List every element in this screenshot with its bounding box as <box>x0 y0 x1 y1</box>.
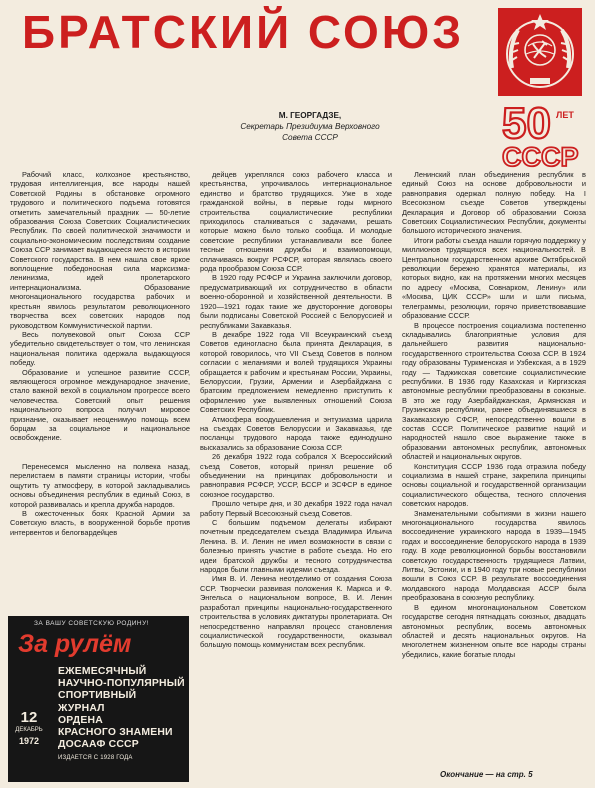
paragraph: В 1920 году РСФСР и Украина заключили договор, предусматривающий их сотрудничество в области военно-оборонной и хозяйственной деятельности. В 1920—1921 годах такие же двусторонние договоры были подписаны Советской Россией с Белоруссией и республиками Закавказья. <box>200 273 392 330</box>
description-line: ОРДЕНА <box>58 714 103 726</box>
paragraph: Ленинский план объединения республик в единый Союз на основе добровольности и равноправия одержал полную победу. На I Всесоюзном съезде Советов утверждены Декларация и Договор об образовании Союза Советских Социалистических Республик, документы большого исторического значения. <box>402 170 586 236</box>
paragraph: 26 декабря 1922 года собрался X Всероссийский съезд Советов, который принял решение об объединении на принципах добровольности и равноправия РСФСР, УССР, БССР и ЗСФСР в единое союзное государство. <box>200 452 392 499</box>
paragraph: Итоги работы съезда нашли горячую поддержку у миллионов трудящихся всех национальностей. В Центральном государственном архиве Октябрьской революции бережно хранятся материалы, из которых видно, как на протяжении многих месяцев по адресу «Москва, Совнарком, Ленину» или «Москва, ЦИК СССР» шли и шли письма, телеграммы, резолюции, горячо приветствовавшие образование СССР. <box>402 235 586 321</box>
paragraph: Имя В. И. Ленина неотделимо от создания Союза ССР. Творчески развивая положения К. Маркса и Ф. Энгельса о национальном вопросе, В. И. Ленин разработал принципы национально-государственного строительства в условиях диктатуры пролетариата. Он непосредственно направлял процесс становления социалистической государственности, оказывал большую помощь коммунистам всех республик. <box>200 574 392 650</box>
paragraph: дейцев укреплялся союз рабочего класса и крестьянства, упрочивалось интернациональное единство и братство трудящихся. Уже в ходе гражданской войны, в первые годы мирного строительства социалистические республики приходилось сталкиваться с задачами, решать которые можно было только сообща. И молодые советские республики устанавливали все более тесные отношения дружбы и взаимопомощи, сплачиваясь вокруг РСФСР, которая являлась своего рода прообразом Союза ССР. <box>200 170 392 274</box>
paragraph: Знаменательными событиями в жизни нашего многонационального государства явилось воссоединение украинского народа в 1939—1945 годах и воссоединение белорусского народа в 1939 году. В ходе революционной борьбы восстановили советскую государственность трудящиеся Латвии, Литвы, Эстонии, и в 1940 году три новые республики вошли в Союз ССР. В результате воссоединения молдавского народа Молдавская АССР была преобразована в союзную республику. <box>402 508 586 603</box>
soviet-emblem-icon <box>498 8 582 96</box>
paragraph: В ожесточенных боях Красной Армии за Советскую власть, в вооруженной борьбе против интервентов и белогвардейцев <box>10 509 190 537</box>
paragraph: В декабре 1922 года VII Всеукраинский съезд Советов единогласно была принята Декларация, в которой говорилось, что VII Съезд Советов в полном согласии с желаниями и волей трудящихся Украины обращается к рабочим и крестьянам России, Украины, Белоруссии, Грузии, Армении и Азербайджана с братским предложением немедленно приступить к оформлению уже выявленных отношений Союза Советских Республик. <box>200 329 392 415</box>
paragraph: В едином многонациональном Советском государстве сегодня пятнадцать союзных, двадцать автономных республик, восемь автономных областей и десять национальных округов. На многолетнем жизненном опыте все народы страны убедились, какие богатые плоды <box>402 602 586 659</box>
paragraph: Атмосфера воодушевления и энтузиазма царила на съездах Советов Белоруссии и Закавказья, где посланцы трудового народа также единодушно высказались за образование Союза ССР. <box>200 414 392 452</box>
article-column-1-lower <box>10 462 190 614</box>
magazine-description <box>58 666 186 763</box>
jubilee-country: СССР <box>502 142 579 170</box>
description-line: КРАСНОГО ЗНАМЕНИ <box>58 727 173 739</box>
paragraph: Образование и успешное развитие СССР, являющегося огромное международное значение, стало важной вехой в социальном прогрессе всего человечества. Советский опыт решения национального вопроса получил мировое признание, оказывает неоценимую помощь всем борцам за социальное и национальное освобождение. <box>10 367 190 443</box>
jubilee-logo <box>498 98 582 170</box>
continuation-note: Окончание — на стр. 5 <box>440 770 533 779</box>
paragraph: Весь полувековой опыт Союза ССР убедительно свидетельствует о том, что ленинская национальная политика одержала выдающуюся победу. <box>10 329 190 368</box>
issue-month: ДЕКАБРЬ <box>15 727 43 733</box>
author-byline <box>190 110 430 143</box>
author-role-line2: Совета СССР <box>282 133 338 142</box>
paragraph: Перенесемся мысленно на полвека назад, перелистаем в памяти страницы истории, чтобы ощутить ту атмосферу, в которой закладывались основы объединения республик в единый Союз, в которой развивалась и крепла дружба народов. <box>10 462 190 509</box>
issue-day: 12 <box>20 709 38 726</box>
description-line: СПОРТИВНЫЙ <box>58 690 137 702</box>
paragraph: С большим подъемом делегаты избирают почетным председателем съезда Владимира Ильича Ленина. В. И. Ленин не имел возможности в связи с болезнью принять участие в работе съезда. Но его идеи братской дружбы и тесного сотрудничества народов были главными идеями съезда. <box>200 518 392 575</box>
paragraph: В процессе построения социализма постепенно складывались благоприятные условия для дальнейшего развития национально-государственного строительства Союза ССР. В 1924 году образованы Туркменская и Узбекская, а в 1929 году — Таджикская советские социалистические республики. В 1936 году Казахская и Киргизская автономные республики преобразованы в союзные. В это же году Азербайджанская, Армянская и Грузинская республики, ранее объединявшиеся в Закавказскую СФСР, непосредственно вошли в состав СССР. Политическое развитие наций и народностей нашло свое выражение также в образовании автономных республик, автономных областей и национальных округов. <box>402 320 586 462</box>
paragraph: Прошло четыре дня, и 30 декабря 1922 года начал работу Первый Всесоюзный съезд Советов. <box>200 499 392 518</box>
description-line: ЖУРНАЛ <box>58 702 105 714</box>
magazine-advert <box>8 616 189 782</box>
issue-year: 1972 <box>18 736 40 746</box>
description-line: ДОСААФ СССР <box>58 739 139 751</box>
paragraph: Конституция СССР 1936 года отразила победу социализма в нашей стране, закрепила принципы основы социальной и государственной организации социалистического общества, тесного сплочения советских народов. <box>402 461 586 509</box>
paragraph: Рабочий класс, колхозное крестьянство, трудовая интеллигенция, все народы нашей Советской Родины в обстановке огромного трудового и политического подъема готовятся отметить замечательный праздник — 50-летие образования Союза Советских Социалистических Республик. По своей политической значимости и социально-экономическим последствиям создание Союза ССР занимает выдающееся место в истории Советского государства. В нем нашла свое яркое воплощение победоносная сила марксизма-ленинизма, идей пролетарского интернационализма. Образование многонационального государства рабочих и крестьян явилось результатом революционного творчества всех советских народов под руководством Коммунистической партии. <box>10 170 190 330</box>
advert-slogan: ЗА ВАШУ СОВЕТСКУЮ РОДИНУ! <box>34 620 150 627</box>
published-since: ИЗДАЕТСЯ С 1928 ГОДА <box>58 755 133 762</box>
article-title: БРАТСКИЙ СОЮЗ <box>22 6 465 58</box>
jubilee-50-icon <box>498 98 582 170</box>
article-column-2 <box>200 170 392 770</box>
article-column-3 <box>402 170 586 768</box>
author-role-line1: Секретарь Президиума Верховного <box>240 122 380 131</box>
description-line: НАУЧНО-ПОПУЛЯРНЫЙ <box>58 678 185 690</box>
magazine-logo: За рулём <box>18 630 132 658</box>
jubilee-number: 50 <box>502 99 551 148</box>
author-name: М. ГЕОРГАДЗЕ, <box>278 111 342 120</box>
article-column-1 <box>10 170 190 452</box>
jubilee-word: ЛЕТ <box>556 110 574 120</box>
description-line: ЕЖЕМЕСЯЧНЫЙ <box>58 666 147 677</box>
